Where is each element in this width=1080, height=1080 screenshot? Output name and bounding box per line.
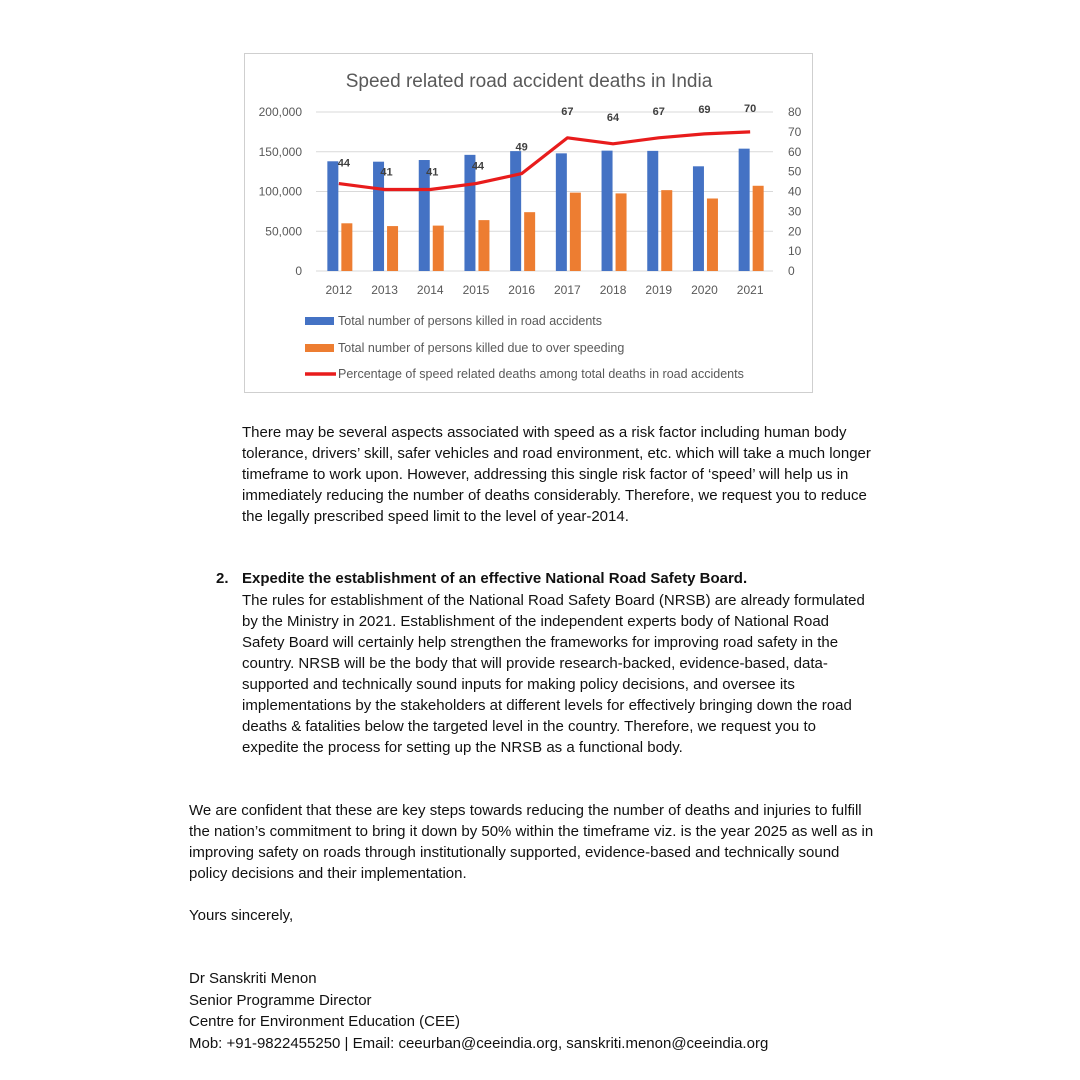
bar-overspeeding-killed [753,186,764,271]
x-tick-label: 2017 [553,283,581,297]
line-data-label: 67 [652,105,665,118]
x-tick-label: 2019 [645,283,673,297]
bar-overspeeding-killed [661,190,672,271]
x-tick-label: 2013 [371,283,398,297]
signature-block [189,968,768,1054]
legend-swatch [305,344,334,352]
bar-total-killed [739,149,750,271]
x-tick-label: 2021 [736,283,764,297]
bar-overspeeding-killed [478,220,489,271]
line-data-label: 64 [606,111,620,124]
y-right-tick-label: 60 [788,144,802,159]
signatory-organization: Centre for Environment Education (CEE) [189,1013,460,1030]
legend-label: Percentage of speed related deaths among total deaths in road accidents [338,367,744,381]
signatory-contact: Mob: +91-9822455250 | Email: ceeurban@ceeindia.org, sanskriti.menon@ceeindia.org [189,1034,769,1052]
bar-overspeeding-killed [433,226,444,271]
y-right-tick-label: 70 [788,124,802,139]
x-tick-label: 2020 [691,283,718,297]
legend-swatch [305,317,334,325]
bar-total-killed [327,161,338,271]
line-data-label: 44 [337,157,350,170]
signatory-name: Dr Sanskriti Menon [189,970,317,987]
line-data-label: 70 [744,102,757,115]
y-left-tick-label: 200,000 [258,105,302,119]
y-right-tick-label: 80 [788,105,802,119]
y-right-tick-label: 30 [788,204,802,219]
line-data-label: 41 [380,166,393,179]
y-left-tick-label: 0 [295,264,302,278]
line-data-label: 69 [698,103,711,116]
y-right-tick-label: 50 [788,164,802,179]
paragraph-nrsb: The rules for establishment of the National Road Safety Board (NRSB) are already formulated by the Ministry in 2021. Establishment of the independent experts body of National Road Safety Board will certainly help strengthen the frameworks for improving road safety in the country. NRSB will be the body that will provide research-backed, evidence-based, data-supported and technically sound inputs for making policy decisions, and oversee its implementations by the stakeholders at different levels for effectively bringing down the road deaths & fatalities below the targeted level in the country. Therefore, we request you to expedite the process for setting up the NRSB as a functional body. [242,592,865,756]
y-left-tick-label: 150,000 [258,144,302,159]
y-right-tick-label: 40 [788,184,802,199]
x-tick-label: 2014 [416,283,444,297]
chart-container [244,53,813,393]
y-right-tick-label: 10 [788,244,802,259]
y-right-tick-label: 0 [788,264,795,278]
x-tick-label: 2015 [462,283,490,297]
x-tick-label: 2016 [508,283,536,297]
bar-overspeeding-killed [341,223,352,271]
y-left-tick-label: 50,000 [265,224,302,239]
line-data-label: 41 [426,166,439,179]
x-tick-label: 2018 [599,283,627,297]
y-right-tick-label: 20 [788,224,802,239]
y-left-tick-label: 100,000 [258,184,302,199]
bar-overspeeding-killed [524,212,535,271]
legend-label: Total number of persons killed in road accidents [338,314,603,328]
line-data-label: 49 [515,141,528,154]
signatory-title: Senior Programme Director [189,991,372,1009]
bar-total-killed [693,166,704,271]
bar-overspeeding-killed [570,193,581,271]
bar-overspeeding-killed [616,193,627,271]
bar-total-killed [602,151,613,271]
closing-salutation: Yours sincerely, [189,907,294,924]
bar-overspeeding-killed [707,198,718,271]
list-item-number: 2. [216,570,229,587]
chart-title: Speed related road accident deaths in India [345,71,713,92]
bar-total-killed [647,151,658,271]
x-tick-label: 2012 [325,283,353,297]
list-item-heading: Expedite the establishment of an effective National Road Safety Board. [242,570,748,587]
paragraph-speed-aspects: There may be several aspects associated with speed as a risk factor including human body tolerance, drivers’ skill, safer vehicles and road environment, etc. which will take a much longer timeframe to work upon. However, addressing this single risk factor of ‘speed’ will help us in immediately reducing the number of deaths considerably. Therefore, we request you to reduce the legally prescribed speed limit to the level of year-2014. [242,424,871,525]
line-data-label: 67 [561,105,574,118]
speed-deaths-chart [245,54,814,394]
bar-total-killed [510,151,521,271]
paragraph-conclusion: We are confident that these are key steps towards reducing the number of deaths and injuries to fulfill the nation’s commitment to bring it down by 50% within the timeframe viz. is the year 2025 as well as in improving safety on roads through institutionally supported, evidence-based and technically sound policy decisions and their implementation. [189,802,874,882]
bar-total-killed [556,153,567,271]
line-speed-percentage [339,132,750,190]
legend-label: Total number of persons killed due to over speeding [338,341,625,355]
line-data-label: 44 [471,160,485,173]
bar-overspeeding-killed [387,226,398,271]
